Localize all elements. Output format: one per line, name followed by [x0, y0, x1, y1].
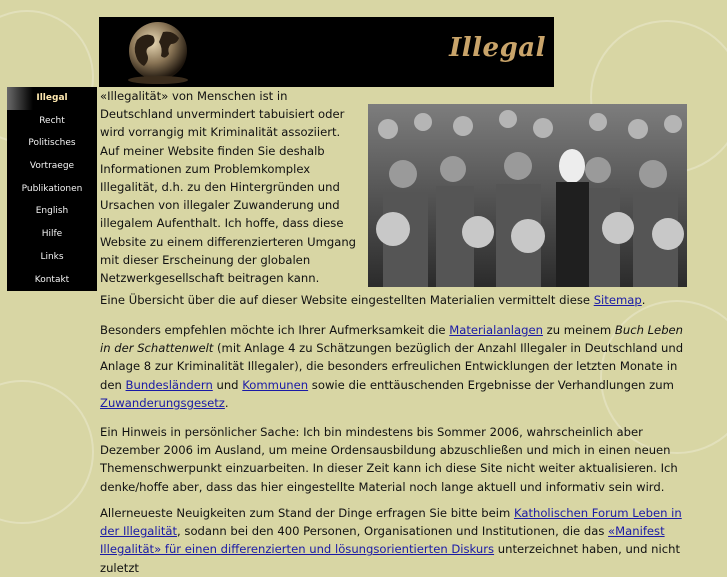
- nav-item-label: Recht: [39, 115, 65, 126]
- material-text-3: (mit Anlage 4 zu Schätzungen bezüglich der Anzahl Illegaler in Deutschland und Anlage 8 zur Kriminalität Illegaler), die besonders erfreulichen Entwicklungen der letzten Monate in den: [100, 341, 684, 392]
- material-text-2: zu meinem: [542, 323, 615, 337]
- crowd-photo: [368, 104, 687, 287]
- katholisches-forum-link[interactable]: Katholischen Forum Leben in der Illegalität: [100, 506, 682, 539]
- sitemap-intro-text: Eine Übersicht über die auf dieser Website eingestellten Materialien vermittelt diese: [100, 293, 594, 307]
- nav-item-label: Kontakt: [34, 274, 70, 285]
- nav-item-label: Illegal: [36, 93, 68, 103]
- zuwanderungsgesetz-link[interactable]: Zuwanderungsgesetz: [100, 395, 225, 410]
- nav-item-english[interactable]: [7, 200, 97, 223]
- news-text-1: Allerneueste Neuigkeiten zum Stand der Dinge erfragen Sie bitte beim: [100, 506, 514, 520]
- sitemap-paragraph: [100, 291, 690, 309]
- news-text-2: , sodann bei den 400 Personen, Organisationen und Institutionen, die das: [177, 524, 609, 539]
- news-text-3: unterzeichnet haben, und nicht zuletzt: [100, 542, 681, 575]
- material-text-6: .: [224, 395, 229, 410]
- nav-item-label: Hilfe: [41, 229, 63, 240]
- sitemap-end-text: .: [641, 293, 646, 307]
- nav-item-publikationen[interactable]: [7, 178, 97, 201]
- nav-item-label: Vortraege: [29, 161, 75, 172]
- background-globe-watermark: [0, 380, 94, 524]
- nav-item-hilfe[interactable]: [7, 223, 97, 246]
- nav-item-recht[interactable]: [7, 110, 97, 133]
- site-title: Illegal: [449, 33, 546, 63]
- news-paragraph: [100, 504, 690, 577]
- nav-item-kontakt[interactable]: [7, 269, 97, 292]
- intro-text: «Illegalität» von Menschen ist in Deutschland unvermindert tabuisiert oder wird vorrangig mit Kriminalität assoziiert. Auf meiner Website finden Sie deshalb Informationen zum Problemkomplex Illegalität, d.h. zu den Hintergründen und Ursachen von illegaler Zuwanderung und illegalem Aufenthalt. Ich hoffe, dass diese Website zu einem differenzierteren Umgang mit dieser Erscheinung der globalen Netzwerkgesellschaft beitragen kann.: [100, 89, 357, 286]
- material-text-4: und: [212, 377, 243, 392]
- nav-item-label: Politisches: [28, 138, 76, 149]
- nav-item-label: Links: [40, 251, 64, 262]
- nav-item-label: Publikationen: [21, 183, 83, 194]
- nav-item-links[interactable]: [7, 246, 97, 269]
- material-text-1: Besonders empfehlen möchte ich Ihrer Aufmerksamkeit die: [100, 323, 450, 337]
- globe-logo-icon: [113, 20, 203, 86]
- header-banner: [99, 17, 554, 87]
- manifest-link[interactable]: «Manifest Illegalität» für einen differenzierten und lösungsorientierten Diskurs: [100, 524, 665, 557]
- materialanlagen-link[interactable]: Materialanlagen: [449, 323, 543, 337]
- material-paragraph: [100, 321, 690, 412]
- nav-item-vortraege[interactable]: [7, 155, 97, 178]
- sidebar-nav: [7, 87, 97, 291]
- nav-item-politisches[interactable]: [7, 132, 97, 155]
- bundeslaender-link[interactable]: Bundesländern: [125, 377, 213, 392]
- nav-item-label: English: [35, 206, 69, 217]
- book-title: Buch Leben in der Schattenwelt: [100, 323, 684, 356]
- personal-note-paragraph: Ein Hinweis in persönlicher Sache: Ich bin mindestens bis Sommer 2006, wahrscheinlich aber Dezember 2006 im Ausland, um meine Ordensausbildung abzuschließen und mich in einen neuen Themenschwerpunkt einzuarbeiten. In dieser Zeit kann ich diese Site nicht weiter aktualisieren. Ich denke/hoffe aber, dass das hier eingestellte Material noch lange aktuell und informativ sein wird.: [100, 425, 678, 494]
- kommunen-link[interactable]: Kommunen: [242, 377, 309, 392]
- sitemap-link[interactable]: Sitemap: [593, 293, 642, 307]
- nav-item-illegal[interactable]: [7, 87, 97, 110]
- material-text-5: sowie die enttäuschenden Ergebnisse der Verhandlungen zum: [308, 377, 674, 392]
